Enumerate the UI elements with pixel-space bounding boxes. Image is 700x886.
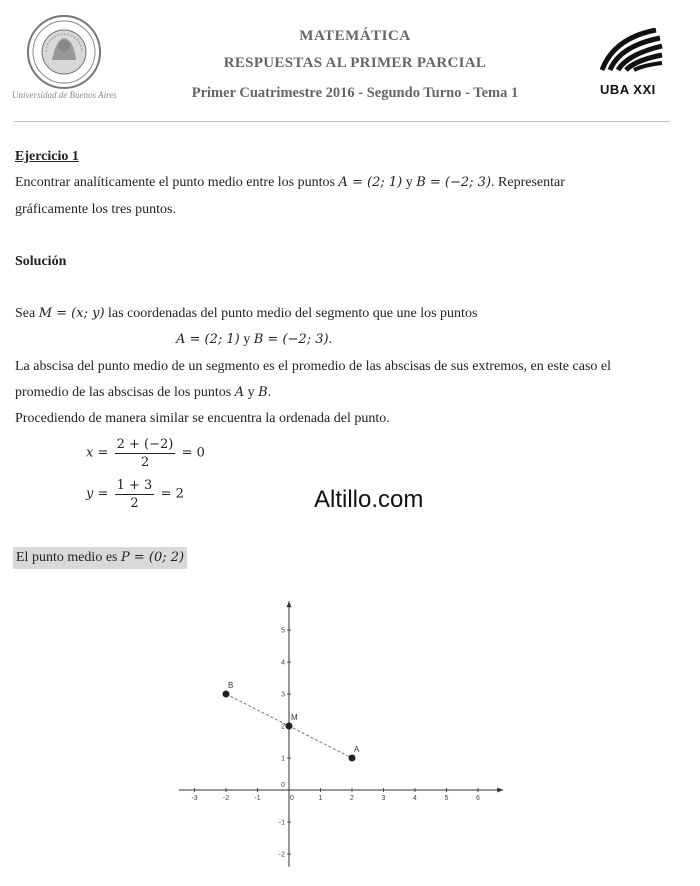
conjunction: y — [244, 385, 259, 400]
equation-lhs: x = — [86, 445, 109, 461]
watermark: Altillo.com — [314, 486, 424, 513]
x-tick-label: -3 — [191, 795, 198, 802]
y-tick-label: -2 — [278, 851, 285, 859]
y-tick-label: 4 — [281, 659, 285, 667]
point-b-expr: B = (−2; 3) — [253, 332, 329, 347]
x-tick-label: 5 — [444, 795, 449, 802]
var-b: B — [258, 385, 268, 400]
denominator: 2 — [130, 496, 139, 511]
solution-paragraph-4: Procediendo de manera similar se encuentra la ordenada del punto. — [15, 411, 390, 426]
page-subtitle: RESPUESTAS AL PRIMER PARCIAL — [223, 55, 487, 71]
x-axis-arrow-icon — [497, 788, 503, 793]
y-tick-label: 5 — [281, 627, 285, 635]
x-tick-label: 6 — [476, 795, 480, 802]
point-label-b: B — [228, 681, 234, 690]
numerator: 1 + 3 — [116, 478, 153, 493]
statement-text: Encontrar analíticamente el punto medio entre los puntos — [15, 175, 339, 190]
result-text: El punto medio es — [16, 550, 121, 565]
point-label-m: M — [291, 713, 298, 722]
point-label-a: A — [354, 745, 360, 754]
x-tick-label: 0 — [290, 795, 294, 802]
period: . — [328, 332, 333, 347]
seal-caption: Universidad de Buenos Aires — [12, 90, 117, 100]
solution-heading: Solución — [15, 254, 67, 269]
denominator: 2 — [140, 455, 150, 470]
text-span: promedio de las abscisas de los puntos — [15, 385, 235, 400]
text-span: las coordenadas del punto medio del segmento que une los puntos — [104, 306, 478, 321]
period: . — [267, 385, 272, 400]
x-tick-label: 2 — [350, 795, 354, 802]
x-tick-label: -1 — [254, 795, 261, 802]
y-tick-label: 1 — [281, 755, 285, 763]
x-tick-label: 4 — [413, 795, 417, 802]
midpoint-expr: M = (x; y) — [38, 306, 105, 321]
conjunction: y — [402, 175, 417, 190]
x-tick-label: 1 — [318, 795, 323, 802]
y-axis-arrow-icon — [287, 601, 292, 607]
conjunction: y — [239, 332, 254, 347]
exercise-heading: Ejercicio 1 — [15, 149, 79, 164]
y-tick-label: 0 — [281, 782, 285, 789]
uba-xxi-logo-text: UBA XXI — [600, 82, 656, 97]
y-tick-label: 2 — [281, 723, 285, 731]
x-tick-label: -2 — [222, 795, 230, 802]
exercise-statement-line2: gráficamente los tres puntos. — [15, 202, 176, 217]
equation-rhs: = 0 — [181, 445, 205, 461]
statement-text-end: . Representar — [491, 175, 565, 190]
page-title: MATEMÁTICA — [299, 28, 411, 44]
equation-rhs: = 2 — [160, 486, 184, 502]
point-b — [223, 691, 230, 698]
equation-lhs: y = — [86, 486, 109, 502]
point-m — [286, 723, 293, 730]
var-a: A — [234, 385, 245, 400]
text-span: Sea — [15, 306, 39, 321]
numerator: 2 + (−2) — [116, 437, 174, 452]
point-a-expr: A = (2; 1) — [176, 332, 240, 347]
solution-paragraph-2: La abscisa del punto medio de un segmento es el promedio de las abscisas de sus extremos, en este caso el — [15, 359, 611, 374]
y-tick-label: -1 — [278, 819, 285, 827]
result-point: P = (0; 2) — [121, 550, 185, 565]
point-b-expr: B = (−2; 3) — [416, 175, 492, 190]
y-tick-label: 3 — [281, 691, 285, 699]
point-a — [349, 755, 356, 762]
x-tick-label: 3 — [381, 795, 386, 802]
point-a-expr: A = (2; 1) — [338, 175, 403, 190]
exam-info: Primer Cuatrimestre 2016 - Segundo Turno - Tema 1 — [191, 85, 519, 101]
